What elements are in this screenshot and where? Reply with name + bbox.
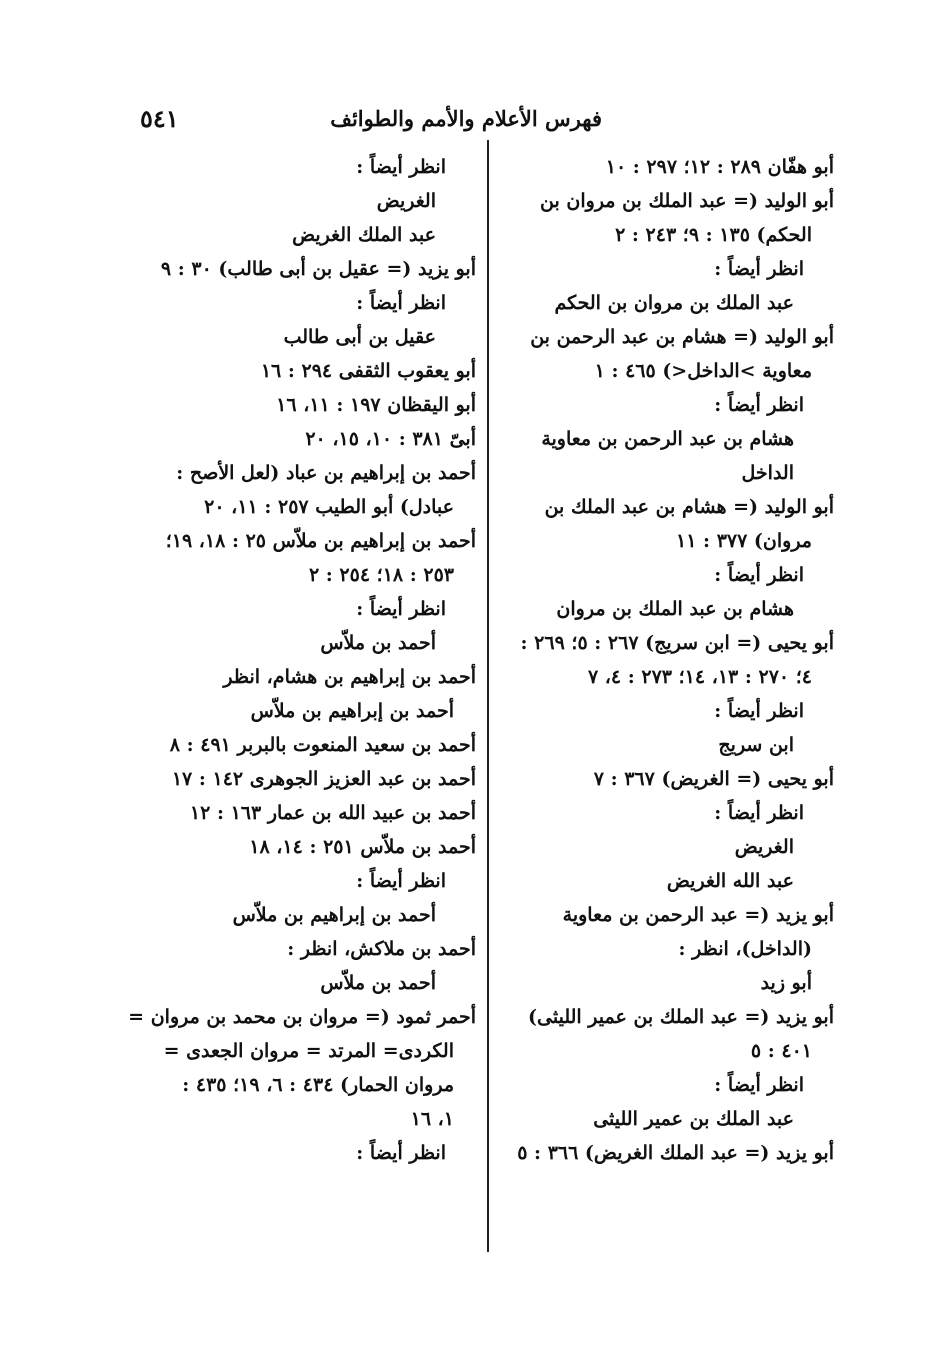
cross-reference: عبد الملك بن عمير الليثى (593, 1108, 794, 1130)
running-title: فهرس الأعلام والأمم والطوائف (330, 106, 602, 131)
entry-continuation: ٤٠١ : ٥ (750, 1040, 812, 1062)
page-number: ٥٤١ (140, 104, 179, 133)
index-entry: أحمد بن عبد العزيز الجوهرى ١٤٢ : ١٧ (171, 768, 476, 790)
entry-continuation: عبادل) أبو الطيب ٢٥٧ : ١١، ٢٠ (204, 496, 454, 518)
cross-reference: الداخل (741, 462, 794, 484)
cross-reference: عبد الملك الغريض (292, 224, 436, 246)
entry-continuation: أبو زيد (760, 972, 812, 994)
entry-continuation: معاوية >الداخل<) ٤٦٥ : ١ (594, 360, 812, 382)
index-entry: أحمد بن ملاّس ٢٥١ : ١٤، ١٨ (249, 836, 476, 858)
see-also-label: انظر أيضاً : (714, 1074, 804, 1096)
entry-continuation: ٢٥٣ : ١٨؛ ٢٥٤ : ٢ (308, 564, 454, 586)
cross-reference: أحمد بن ملاّس (320, 632, 436, 654)
index-entry: أحمد بن سعيد المنعوت بالبربر ٤٩١ : ٨ (169, 734, 476, 756)
cross-reference: ابن سريج (718, 734, 794, 756)
entry-continuation: (الداخل)، انظر : (678, 938, 812, 960)
cross-reference: الغريض (376, 190, 436, 212)
cross-reference: أحمد بن إبراهيم بن ملاّس (232, 904, 436, 926)
cross-reference: هشام بن عبد الملك بن مروان (556, 598, 794, 620)
entry-continuation: ٤؛ ٢٧٠ : ١٣، ١٤؛ ٢٧٣ : ٤، ٧ (587, 666, 812, 688)
entry-continuation: ١، ١٦ (410, 1108, 454, 1130)
index-entry: أحمد بن عبيد الله بن عمار ١٦٣ : ١٢ (189, 802, 476, 824)
see-also-label: انظر أيضاً : (356, 1142, 446, 1164)
entry-continuation: الحكم) ١٣٥ : ٩؛ ٢٤٣ : ٢ (615, 224, 812, 246)
cross-reference: هشام بن عبد الرحمن بن معاوية (541, 428, 794, 450)
cross-reference: الغريض (734, 836, 794, 858)
index-entry: أحمر ثمود (= مروان بن محمد بن مروان = (128, 1006, 476, 1028)
see-also-label: انظر أيضاً : (356, 292, 446, 314)
see-also-label: انظر أيضاً : (714, 564, 804, 586)
cross-reference: عبد الملك بن مروان بن الحكم (554, 292, 794, 314)
index-entry: أبو الوليد (= هشام بن عبد الملك بن (544, 496, 834, 518)
see-also-label: انظر أيضاً : (356, 598, 446, 620)
see-also-label: انظر أيضاً : (714, 258, 804, 280)
index-entry: أبو الوليد (= عبد الملك بن مروان بن (540, 190, 834, 212)
see-also-label: انظر أيضاً : (714, 700, 804, 722)
entry-continuation: أحمد بن إبراهيم بن ملاّس (250, 700, 454, 722)
index-entry: أبو يزيد (= عبد الملك بن عمير الليثى) (528, 1006, 834, 1028)
see-also-label: انظر أيضاً : (356, 870, 446, 892)
index-entry: أبو يزيد (= عبد الملك الغريض) ٣٦٦ : ٥ (517, 1142, 834, 1164)
see-also-label: انظر أيضاً : (356, 156, 446, 178)
cross-reference: عقيل بن أبى طالب (283, 326, 436, 348)
index-column-left (128, 150, 476, 1170)
index-entry: أبو يحيى (= ابن سريج) ٢٦٧ : ٥؛ ٢٦٩ : (520, 632, 834, 654)
index-entry: أبو يحيى (= الغريض) ٣٦٧ : ٧ (593, 768, 834, 790)
index-entry: أبو يزيد (= عقيل بن أبى طالب) ٣٠ : ٩ (160, 258, 476, 280)
index-entry: أبىّ ٣٨١ : ١٠، ١٥، ٢٠ (305, 428, 476, 450)
see-also-label: انظر أيضاً : (714, 802, 804, 824)
cross-reference: عبد الله الغريض (666, 870, 794, 892)
cross-reference: أحمد بن ملاّس (320, 972, 436, 994)
entry-continuation: الكردى= المرتد = مروان الجعدى = (163, 1040, 454, 1062)
index-entry: أبو اليقظان ١٩٧ : ١١، ١٦ (276, 394, 476, 416)
index-entry: أبو الوليد (= هشام بن عبد الرحمن بن (530, 326, 834, 348)
index-entry: أبو يعقوب الثقفى ٢٩٤ : ١٦ (260, 360, 476, 382)
index-entry: أبو هفّان ٢٨٩ : ١٢؛ ٢٩٧ : ١٠ (605, 156, 834, 178)
index-entry: أحمد بن إبراهيم بن ملاّس ٢٥ : ١٨، ١٩؛ (165, 530, 476, 552)
index-entry: أحمد بن ملاكش، انظر : (287, 938, 476, 960)
entry-continuation: مروان) ٣٧٧ : ١١ (676, 530, 812, 552)
see-also-label: انظر أيضاً : (714, 394, 804, 416)
index-column-right (488, 150, 834, 1170)
entry-continuation: مروان الحمار) ٤٣٤ : ٦، ١٩؛ ٤٣٥ : (182, 1074, 454, 1096)
index-entry: أحمد بن إبراهيم بن هشام، انظر (223, 666, 476, 688)
index-entry: أبو يزيد (= عبد الرحمن بن معاوية (562, 904, 834, 926)
index-entry: أحمد بن إبراهيم بن عباد (لعل الأصح : (176, 462, 476, 484)
